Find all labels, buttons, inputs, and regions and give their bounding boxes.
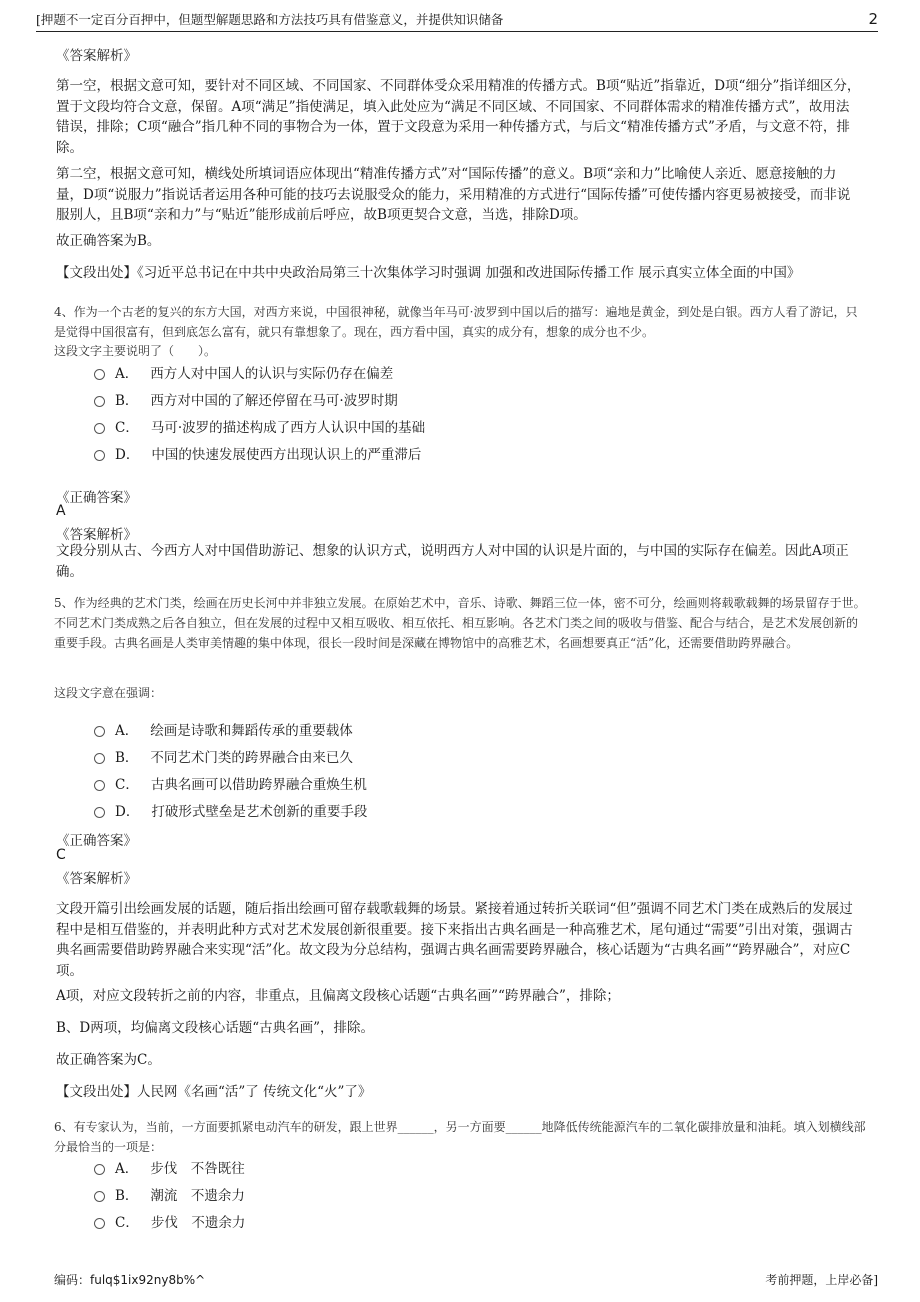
q5-stem: 5、作为经典的艺术门类，绘画在历史长河中并非独立发展。在原始艺术中，音乐、诗歌、舞蹈三位一体，密不可分，绘画则将载歌载舞的场景留存于世。不同艺术门类成熟之后各自独立，但在发展的过程中又相互吸收、相互依托、相互影响。各艺术门类之间的吸收与借鉴、配合与结合，是艺术发展创新的重要手段。古典名画是人类审美情趣的集中体现，很长一段时间是深藏在博物馆中的高雅艺术，名画想要真正“活”化，还需要借助跨界融合。: [54, 596, 866, 650]
q6-option-c[interactable]: C． 步伐 不遗余力: [94, 1211, 245, 1231]
q6-stem: 6、有专家认为，当前，一方面要抓紧电动汽车的研发，跟上世界______，另一方面要______地降低传统能源汽车的二氧化碳排放量和油耗。填入划横线部分最恰当的一项是：: [54, 1120, 866, 1154]
q4-option-b[interactable]: B． 西方对中国的了解还停留在马可·波罗时期: [94, 389, 398, 409]
radio-icon[interactable]: [94, 450, 105, 461]
q3-analysis-label: 《答案解析》: [56, 48, 137, 64]
radio-icon[interactable]: [94, 753, 105, 764]
q5-option-b[interactable]: B． 不同艺术门类的跨界融合由来已久: [94, 746, 353, 766]
q4-option-a[interactable]: A． 西方人对中国人的认识与实际仍存在偏差: [94, 362, 393, 382]
q5-analysis-label: 《答案解析》: [56, 871, 137, 887]
radio-icon[interactable]: [94, 1191, 105, 1202]
q5-answer-label: 《正确答案》: [56, 833, 137, 849]
q5-analysis-para1: 文段开篇引出绘画发展的话题，随后指出绘画可留存载歌载舞的场景。紧接着通过转折关联词“但”强调不同艺术门类在成熟后的发展过程中是相互借鉴的，并表明此种方式对艺术发展创新很重要。接下来指出古典名画是一种高雅艺术，尾句通过“需要”引出对策，强调古典名画需要借助跨界融合来实现“活”化。故文段为分总结构，强调古典名画需要跨界融合，核心话题为“古典名画”“跨界融合”，对应C项。: [56, 901, 853, 979]
q5-source: 【文段出处】人民网《名画“活”了 传统文化“火”了》: [56, 1084, 372, 1100]
q5-answer: C: [56, 847, 66, 863]
q4-prompt: 这段文字主要说明了（ ）。: [54, 344, 217, 358]
q5-conclusion: 故正确答案为C。: [56, 1052, 161, 1068]
q4-answer-label: 《正确答案》: [56, 490, 137, 506]
q4-stem: 4、作为一个古老的复兴的东方大国，对西方来说，中国很神秘，就像当年马可·波罗到中国以后的描写：遍地是黄金，到处是白银。西方人看了游记，只是觉得中国很富有，但到底怎么富有，就只有靠想象了。现在，西方看中国，真实的成分有，想象的成分也不少。: [54, 305, 858, 339]
footer-code: 编码：fulq$1ix92ny8b%^: [54, 1273, 206, 1287]
q3-analysis-para2: 第二空，根据文意可知，横线处所填词语应体现出“精准传播方式”对“国际传播”的意义。B项“亲和力”比喻使人亲近、愿意接触的力量，D项“说服力”指说话者运用各种可能的技巧去说服受众的能力，采用精准的方式进行“国际传播”可使传播内容更易被接受，而非说服别人，且B项“亲和力”与“贴近”能形成前后呼应，故B项更契合文意，当选，排除D项。: [56, 166, 851, 223]
radio-icon[interactable]: [94, 1218, 105, 1229]
q4-analysis-label: 《答案解析》: [56, 527, 137, 543]
q5-option-c[interactable]: C． 古典名画可以借助跨界融合重焕生机: [94, 773, 367, 793]
radio-icon[interactable]: [94, 396, 105, 407]
radio-icon[interactable]: [94, 807, 105, 818]
footer-slogan: 考前押题，上岸必备]: [765, 1273, 878, 1287]
q4-analysis: 文段分别从古、今西方人对中国借助游记、想象的认识方式，说明西方人对中国的认识是片面的，与中国的实际存在偏差。因此A项正确。: [56, 543, 849, 580]
radio-icon[interactable]: [94, 369, 105, 380]
q3-analysis-para1: 第一空，根据文意可知，要针对不同区域、不同国家、不同群体受众采用精准的传播方式。B项“贴近”指靠近，D项“细分”指详细区分，置于文段均符合文意，保留。A项“满足”指使满足，填入此处应为“满足不同区域、不同国家、不同群体需求的精准传播方式”，故用法错误，排除；C项“融合”指几种不同的事物合为一体，置于文段意为采用一种传播方式，与后文“精准传播方式”矛盾，与文意不符，排除。: [56, 78, 861, 156]
q3-conclusion: 故正确答案为B。: [56, 233, 161, 249]
header-disclaimer: [押题不一定百分百押中，但题型解题思路和方法技巧具有借鉴意义，并提供知识储备: [36, 12, 504, 27]
q5-option-a[interactable]: A． 绘画是诗歌和舞蹈传承的重要载体: [94, 719, 353, 739]
q6-option-b[interactable]: B． 潮流 不遗余力: [94, 1184, 245, 1204]
q6-option-a[interactable]: A． 步伐 不咎既往: [94, 1157, 245, 1177]
q3-source: 【文段出处】《习近平总书记在中共中央政治局第三十次集体学习时强调 加强和改进国际传播工作 展示真实立体全面的中国》: [56, 265, 801, 281]
radio-icon[interactable]: [94, 1164, 105, 1175]
radio-icon[interactable]: [94, 423, 105, 434]
q4-answer: A: [56, 503, 66, 519]
page-number: 2: [868, 10, 878, 28]
radio-icon[interactable]: [94, 726, 105, 737]
q4-option-c[interactable]: C． 马可·波罗的描述构成了西方人认识中国的基础: [94, 416, 425, 436]
q5-analysis-para3: B、D两项，均偏离文段核心话题“古典名画”，排除。: [56, 1020, 375, 1036]
header-divider: [36, 31, 878, 32]
radio-icon[interactable]: [94, 780, 105, 791]
q4-option-d[interactable]: D． 中国的快速发展使西方出现认识上的严重滞后: [94, 443, 421, 463]
q5-prompt: 这段文字意在强调：: [54, 686, 163, 700]
q5-option-d[interactable]: D． 打破形式壁垒是艺术创新的重要手段: [94, 800, 367, 820]
q5-analysis-para2: A项，对应文段转折之前的内容，非重点，且偏离文段核心话题“古典名画”“跨界融合”，排除；: [56, 988, 620, 1004]
